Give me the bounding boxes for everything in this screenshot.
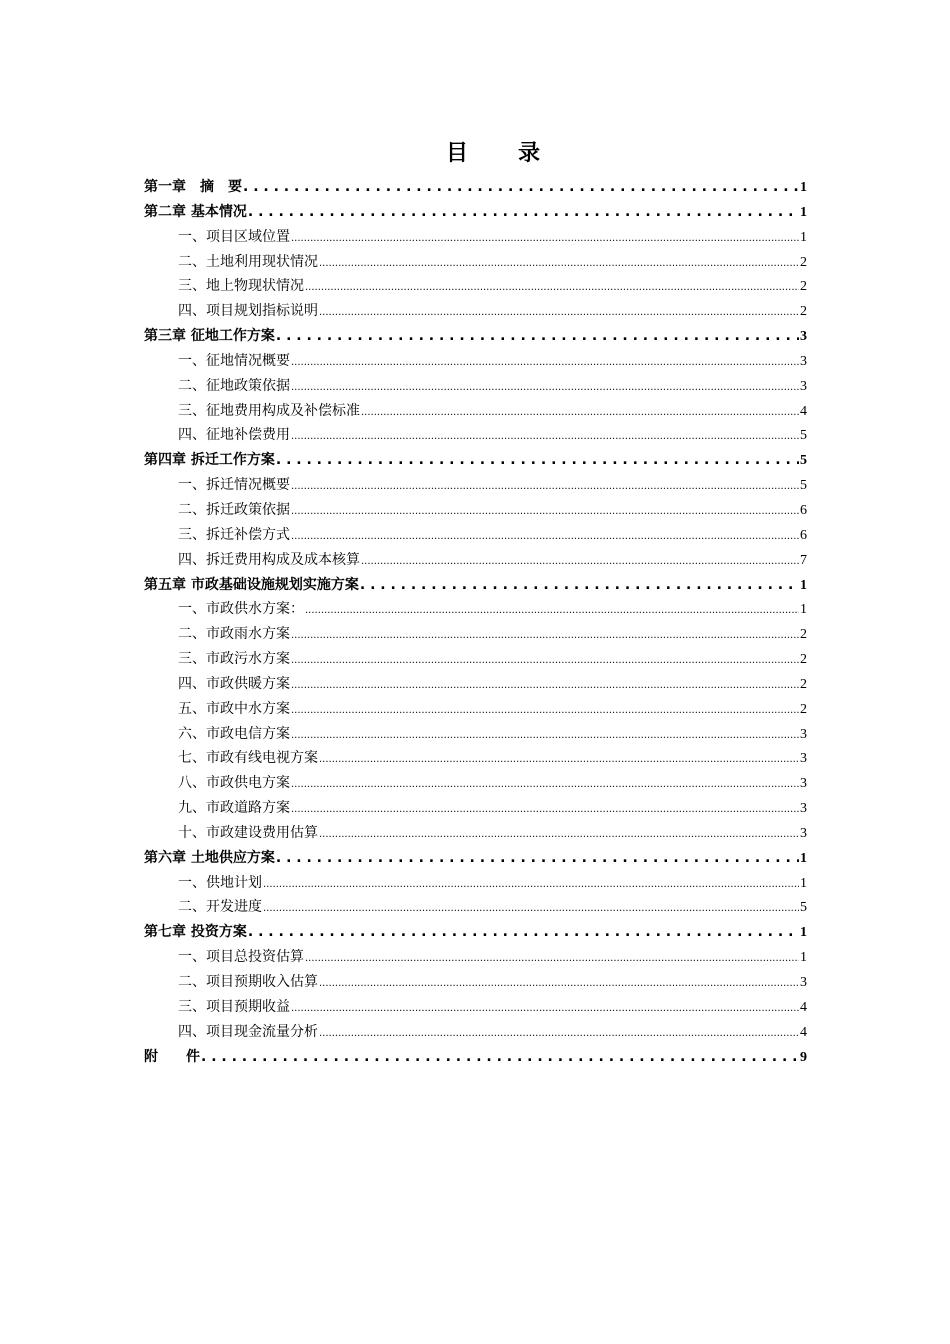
toc-dot-leader xyxy=(361,548,799,575)
toc-section-entry[interactable] xyxy=(144,250,807,275)
toc-page-number: 1 xyxy=(800,180,807,195)
toc-entry-label: 一、拆迁情况概要 xyxy=(178,477,290,494)
toc-page-number: 2 xyxy=(800,279,807,295)
toc-entry-label: 一、项目总投资估算 xyxy=(178,949,304,966)
toc-chapter-entry[interactable] xyxy=(144,175,807,200)
toc-page-number: 1 xyxy=(800,925,807,941)
toc-dot-leader xyxy=(360,573,799,598)
toc-dot-leader xyxy=(319,1020,799,1047)
toc-dot-leader xyxy=(248,920,799,945)
toc-dot-leader xyxy=(291,225,799,252)
toc-dot-leader xyxy=(263,871,799,898)
toc-entry-label: 十、市政建设费用估算 xyxy=(178,824,318,841)
toc-page-number: 7 xyxy=(800,552,807,568)
table-of-contents xyxy=(144,175,807,1069)
toc-entry-label: 三、地上物现状情况 xyxy=(178,278,304,295)
toc-section-entry[interactable] xyxy=(144,548,807,573)
toc-page-number: 6 xyxy=(800,502,807,518)
toc-dot-leader xyxy=(291,697,799,724)
toc-page-number: 3 xyxy=(800,353,807,369)
toc-page-number: 3 xyxy=(800,776,807,792)
toc-dot-leader xyxy=(291,498,799,525)
toc-chapter-entry[interactable] xyxy=(144,573,807,598)
toc-entry-label: 三、拆迁补偿方式 xyxy=(178,526,290,543)
toc-dot-leader xyxy=(291,647,799,674)
toc-page-number: 3 xyxy=(800,329,807,345)
toc-dot-leader xyxy=(291,771,799,798)
toc-dot-leader xyxy=(291,473,799,500)
toc-dot-leader xyxy=(291,622,799,649)
toc-entry-label: 九、市政道路方案 xyxy=(178,800,290,817)
toc-entry-label: 二、拆迁政策依据 xyxy=(178,501,290,518)
toc-entry-label: 四、拆迁费用构成及成本核算 xyxy=(178,551,360,568)
toc-entry-label: 第三章 征地工作方案 xyxy=(144,328,275,345)
toc-entry-label: 四、项目规划指标说明 xyxy=(178,303,318,320)
toc-section-entry[interactable] xyxy=(144,473,807,498)
toc-dot-leader xyxy=(319,746,799,773)
toc-entry-label: 第二章 基本情况 xyxy=(144,203,247,220)
toc-page-number: 4 xyxy=(800,1024,807,1040)
toc-entry-label: 一、供地计划 xyxy=(178,874,262,891)
toc-entry-label: 第一章 摘 要 xyxy=(144,179,242,195)
toc-dot-leader xyxy=(291,523,799,550)
toc-page-number: 1 xyxy=(800,602,807,618)
toc-entry-label: 一、市政供水方案： xyxy=(178,601,304,618)
toc-entry-label: 五、市政中水方案 xyxy=(178,700,290,717)
toc-dot-leader xyxy=(243,175,799,200)
toc-entry-label: 四、项目现金流量分析 xyxy=(178,1023,318,1040)
toc-section-entry[interactable] xyxy=(144,970,807,995)
toc-section-entry[interactable] xyxy=(144,697,807,722)
toc-chapter-entry[interactable] xyxy=(144,846,807,871)
toc-entry-label: 八、市政供电方案 xyxy=(178,775,290,792)
toc-entry-label: 二、市政雨水方案 xyxy=(178,626,290,643)
toc-page-number: 9 xyxy=(800,1049,807,1065)
toc-dot-leader xyxy=(319,970,799,997)
toc-section-entry[interactable] xyxy=(144,672,807,697)
toc-section-entry[interactable] xyxy=(144,349,807,374)
toc-page-number: 2 xyxy=(800,652,807,668)
toc-dot-leader xyxy=(291,995,799,1022)
toc-chapter-entry[interactable] xyxy=(144,200,807,225)
toc-chapter-entry[interactable] xyxy=(144,324,807,349)
toc-dot-leader xyxy=(319,299,799,326)
toc-entry-label: 附 件 xyxy=(144,1048,200,1065)
toc-page-number: 1 xyxy=(800,850,807,866)
toc-chapter-entry[interactable] xyxy=(144,1045,807,1070)
toc-entry-label: 二、开发进度 xyxy=(178,899,262,916)
toc-page-number: 3 xyxy=(800,726,807,742)
toc-entry-label: 第四章 拆迁工作方案 xyxy=(144,452,275,469)
toc-entry-label: 第五章 市政基础设施规划实施方案 xyxy=(144,576,359,593)
toc-entry-label: 二、土地利用现状情况 xyxy=(178,253,318,270)
toc-section-entry[interactable] xyxy=(144,225,807,250)
toc-dot-leader xyxy=(276,448,799,473)
toc-dot-leader xyxy=(291,349,799,376)
toc-page-number: 1 xyxy=(800,229,807,245)
toc-entry-label: 七、市政有线电视方案 xyxy=(178,750,318,767)
toc-dot-leader xyxy=(291,672,799,699)
toc-section-entry[interactable] xyxy=(144,821,807,846)
toc-dot-leader xyxy=(263,895,799,922)
toc-page-number: 1 xyxy=(800,577,807,593)
toc-page-number: 1 xyxy=(800,204,807,220)
toc-dot-leader xyxy=(305,597,799,624)
toc-page-number: 4 xyxy=(800,999,807,1015)
toc-entry-label: 三、项目预期收益 xyxy=(178,998,290,1015)
toc-section-entry[interactable] xyxy=(144,299,807,324)
toc-dot-leader xyxy=(248,200,799,225)
toc-section-entry[interactable] xyxy=(144,274,807,299)
toc-section-entry[interactable] xyxy=(144,871,807,896)
toc-section-entry[interactable] xyxy=(144,622,807,647)
toc-entry-label: 第七章 投资方案 xyxy=(144,924,247,941)
toc-page-number: 5 xyxy=(800,453,807,469)
toc-entry-label: 三、市政污水方案 xyxy=(178,651,290,668)
toc-entry-label: 二、征地政策依据 xyxy=(178,377,290,394)
toc-page-number: 3 xyxy=(800,825,807,841)
toc-page-number: 2 xyxy=(800,304,807,320)
toc-section-entry[interactable] xyxy=(144,399,807,424)
toc-section-entry[interactable] xyxy=(144,895,807,920)
toc-dot-leader xyxy=(291,796,799,823)
toc-entry-label: 二、项目预期收入估算 xyxy=(178,974,318,990)
toc-section-entry[interactable] xyxy=(144,423,807,448)
toc-section-entry[interactable] xyxy=(144,995,807,1020)
toc-section-entry[interactable] xyxy=(144,498,807,523)
toc-dot-leader xyxy=(319,821,799,848)
toc-section-entry[interactable] xyxy=(144,374,807,399)
toc-dot-leader xyxy=(291,722,799,749)
toc-chapter-entry[interactable] xyxy=(144,448,807,473)
toc-title: 目 录 xyxy=(445,141,554,166)
toc-section-entry[interactable] xyxy=(144,523,807,548)
toc-page-number: 3 xyxy=(800,975,807,990)
toc-section-entry[interactable] xyxy=(144,647,807,672)
toc-chapter-entry[interactable] xyxy=(144,920,807,945)
toc-section-entry[interactable] xyxy=(144,746,807,771)
toc-dot-leader xyxy=(291,423,799,450)
toc-dot-leader xyxy=(361,399,799,426)
toc-page-number: 1 xyxy=(800,950,807,966)
toc-section-entry[interactable] xyxy=(144,771,807,796)
toc-entry-label: 第六章 土地供应方案 xyxy=(144,849,275,866)
toc-page-number: 5 xyxy=(800,478,807,494)
toc-page-number: 2 xyxy=(800,676,807,692)
toc-entry-label: 四、市政供暖方案 xyxy=(178,675,290,692)
toc-section-entry[interactable] xyxy=(144,597,807,622)
toc-section-entry[interactable] xyxy=(144,1020,807,1045)
toc-entry-label: 三、征地费用构成及补偿标准 xyxy=(178,402,360,419)
toc-section-entry[interactable] xyxy=(144,722,807,747)
toc-section-entry[interactable] xyxy=(144,796,807,821)
toc-dot-leader xyxy=(276,324,799,349)
toc-page-number: 6 xyxy=(800,527,807,543)
toc-dot-leader xyxy=(319,250,799,277)
toc-dot-leader xyxy=(305,945,799,972)
toc-section-entry[interactable] xyxy=(144,945,807,970)
toc-page-number: 3 xyxy=(800,801,807,817)
toc-entry-label: 四、征地补偿费用 xyxy=(178,427,290,444)
toc-page-number: 1 xyxy=(800,875,807,891)
toc-page-number: 3 xyxy=(800,751,807,767)
toc-dot-leader xyxy=(201,1045,799,1070)
toc-entry-label: 一、征地情况概要 xyxy=(178,352,290,369)
toc-entry-label: 一、项目区域位置 xyxy=(178,228,290,245)
toc-dot-leader xyxy=(305,274,799,301)
toc-page-number: 3 xyxy=(800,378,807,394)
toc-entry-label: 六、市政电信方案 xyxy=(178,725,290,742)
toc-page-number: 2 xyxy=(800,701,807,717)
toc-page-number: 5 xyxy=(800,900,807,916)
toc-page-number: 2 xyxy=(800,254,807,270)
toc-dot-leader xyxy=(291,374,799,401)
toc-dot-leader xyxy=(276,846,799,871)
toc-page-number: 4 xyxy=(800,403,807,419)
toc-page-number: 2 xyxy=(800,627,807,643)
toc-page-number: 5 xyxy=(800,428,807,444)
